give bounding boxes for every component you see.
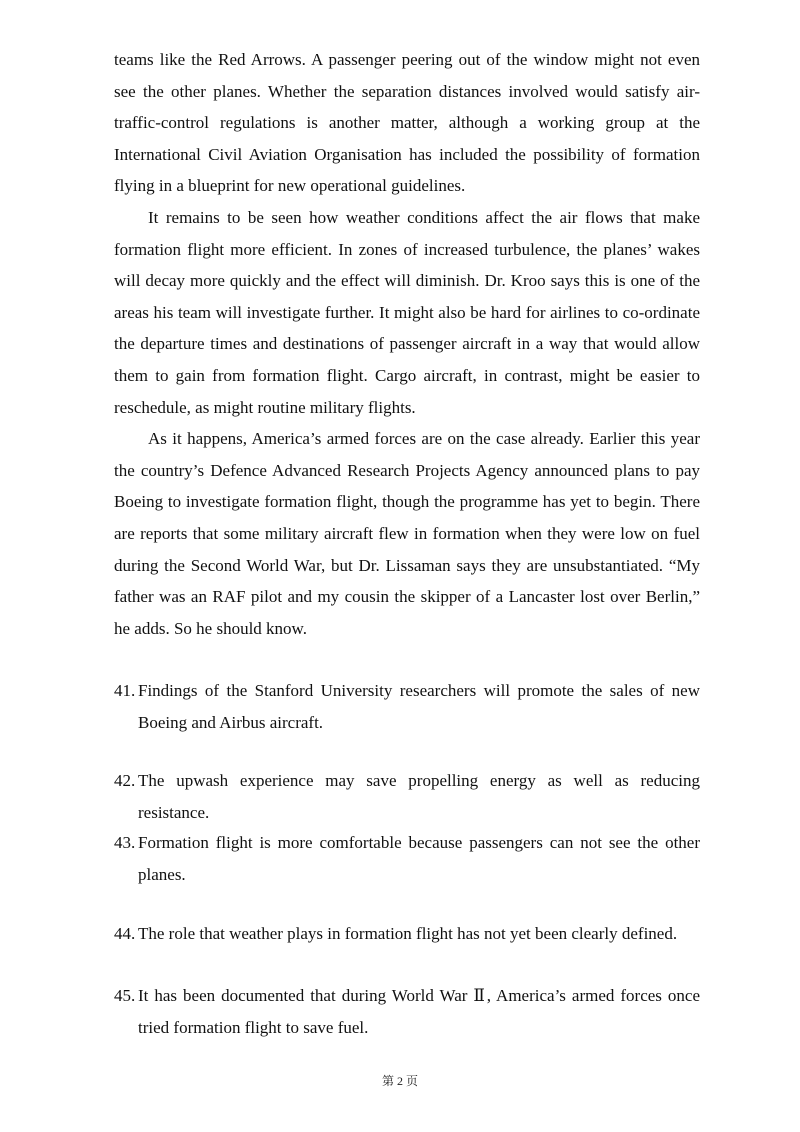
question-44 xyxy=(114,918,700,950)
question-41 xyxy=(114,675,700,738)
question-number: 43. xyxy=(114,833,136,852)
question-number: 45. xyxy=(114,986,136,1005)
question-text: The role that weather plays in formation flight has not yet been clearly defined. xyxy=(138,924,678,943)
passage-paragraph-3: As it happens, America’s armed forces are on the case already. Earlier this year the country’s Defence Advanced Research Projects Agency announced plans to pay Boeing to investigate formation flight, though the programme has yet to begin. There are reports that some military aircraft flew in formation when they were low on fuel during the Second World War, but Dr. Lissaman says they are unsubstantiated. “My father was an RAF pilot and my cousin the skipper of a Lancaster lost over Berlin,” he adds. So he should know. xyxy=(114,429,700,638)
question-number: 41. xyxy=(114,681,136,700)
question-text: It has been documented that during World War Ⅱ, America’s armed forces once tried formation flight to save fuel. xyxy=(138,986,700,1037)
passage-paragraph-2: It remains to be seen how weather conditions affect the air flows that make formation flight more efficient. In zones of increased turbulence, the planes’ wakes will decay more quickly and the effect will diminish. Dr. Kroo says this is one of the areas his team will investigate further. It might also be hard for airlines to co-ordinate the departure times and destinations of passenger aircraft in a way that would allow them to gain from formation flight. Cargo aircraft, in contrast, might be easier to reschedule, as might routine military flights. xyxy=(114,207,700,417)
page-number: 第 2 页 xyxy=(381,1074,418,1088)
question-text: Formation flight is more comfortable because passengers can not see the other planes. xyxy=(138,833,700,884)
question-42 xyxy=(114,765,700,828)
passage xyxy=(114,44,700,644)
question-45 xyxy=(114,980,700,1043)
passage-paragraph-1: teams like the Red Arrows. A passenger peering out of the window might not even see the other planes. Whether the separation distances involved would satisfy air-traffic-control regulations is another matter, although a working group at the International Civil Aviation Organisation has included the possibility of formation flying in a blueprint for new operational guidelines. xyxy=(114,50,700,196)
question-number: 42. xyxy=(114,771,136,790)
question-number: 44. xyxy=(114,924,136,943)
question-text: The upwash experience may save propelling energy as well as reducing resistance. xyxy=(138,771,700,822)
question-text: Findings of the Stanford University researchers will promote the sales of new Boeing and Airbus aircraft. xyxy=(138,681,700,732)
question-43 xyxy=(114,827,700,890)
